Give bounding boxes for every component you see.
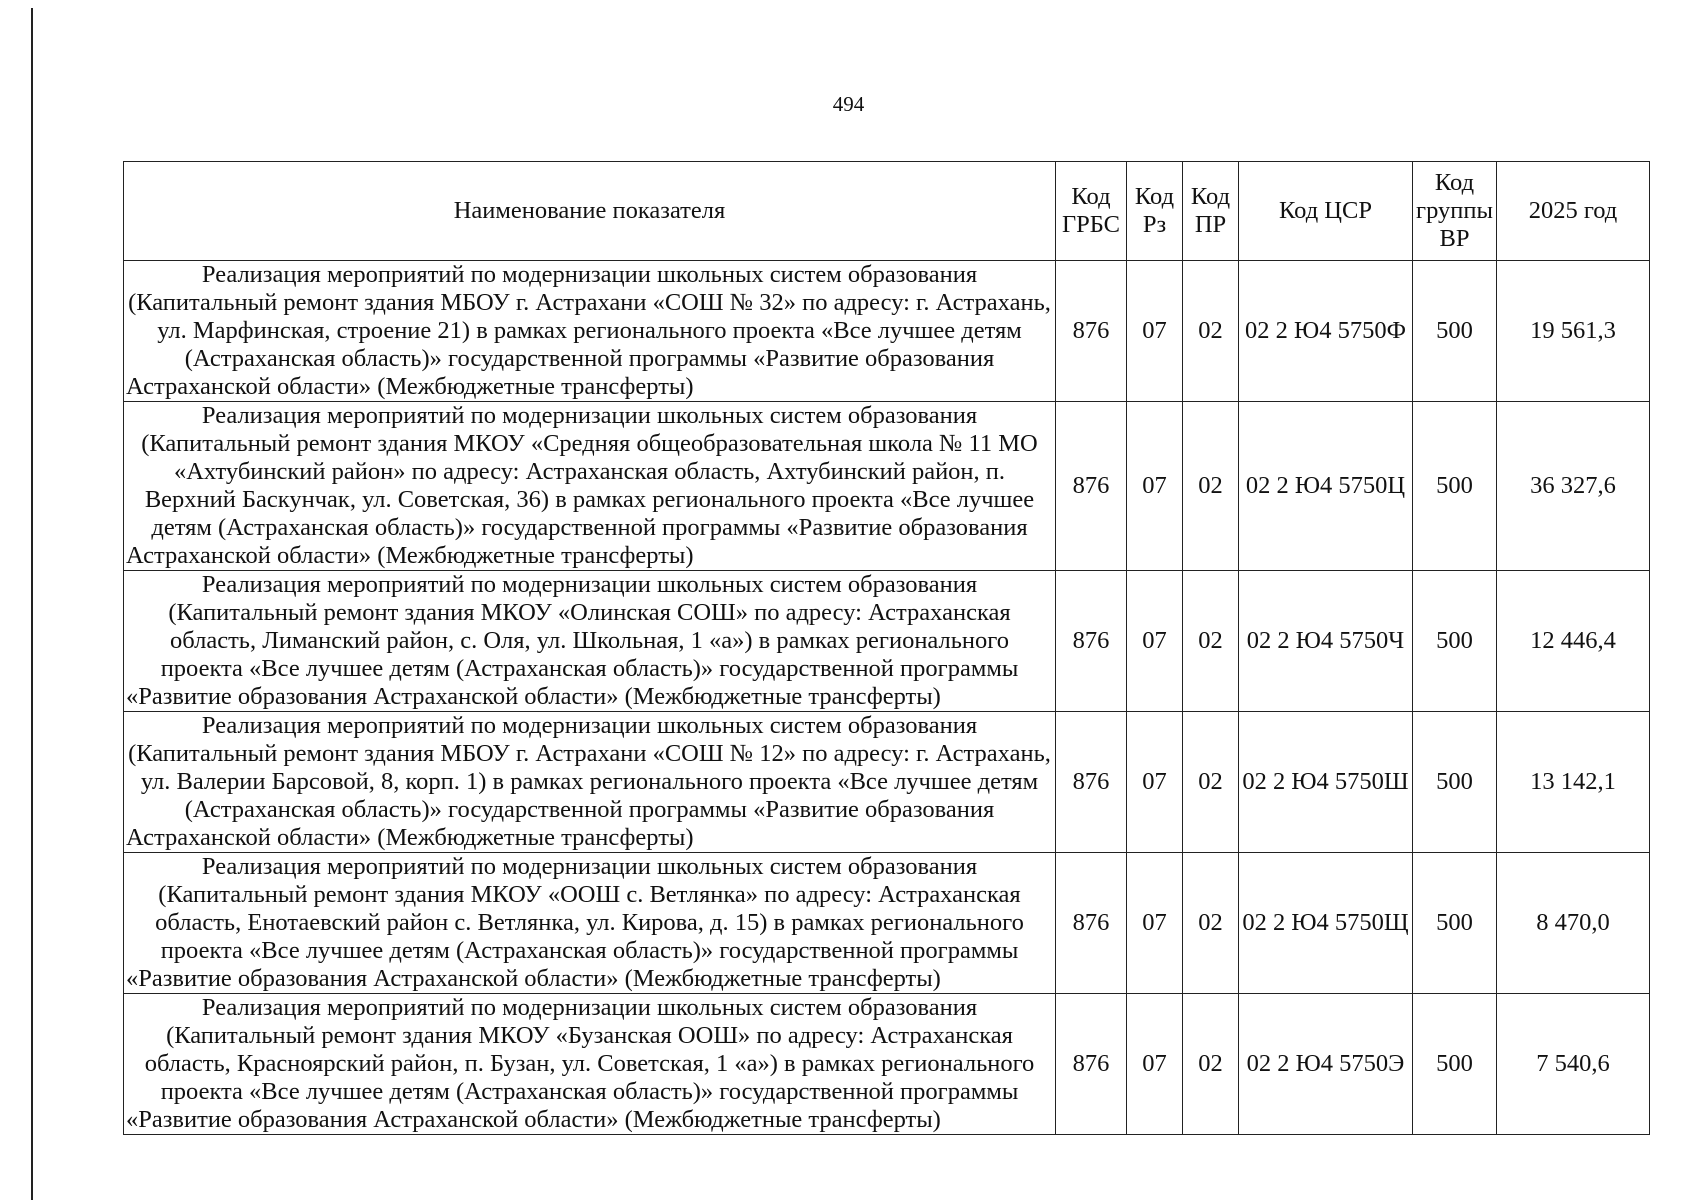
left-margin-line bbox=[31, 8, 33, 1200]
row-name: Реализация мероприятий по модернизации школьных систем образования (Капитальный ремонт здания МКОУ «Бузанская ООШ» по адресу: Астраханская область, Красноярский район, п. Бузан, ул. Советская, 1 «а») в рамках регионального проекта «Все лучшее детям (Астраханская область)» государственной программы «Развитие образования Астраханской области» (Межбюджетные трансферты) bbox=[124, 994, 1056, 1135]
row-amount: 36 327,6 bbox=[1497, 402, 1650, 571]
row-vr: 500 bbox=[1413, 571, 1497, 712]
row-name: Реализация мероприятий по модернизации школьных систем образования (Капитальный ремонт здания МБОУ г. Астрахани «СОШ № 32» по адресу: г. Астрахань, ул. Марфинская, строение 21) в рамках регионального проекта «Все лучшее детям (Астраханская область)» государственной программы «Развитие образования Астраханской области» (Межбюджетные трансферты) bbox=[124, 261, 1056, 402]
row-csr: 02 2 Ю4 5750Ц bbox=[1239, 402, 1413, 571]
row-name: Реализация мероприятий по модернизации школьных систем образования (Капитальный ремонт здания МКОУ «ООШ с. Ветлянка» по адресу: Астраханская область, Енотаевский район с. Ветлянка, ул. Кирова, д. 15) в рамках регионального проекта «Все лучшее детям (Астраханская область)» государственной программы «Развитие образования Астраханской области» (Межбюджетные трансферты) bbox=[124, 853, 1056, 994]
row-amount: 19 561,3 bbox=[1497, 261, 1650, 402]
table-row bbox=[124, 994, 1650, 1135]
row-rz: 07 bbox=[1127, 853, 1183, 994]
row-csr: 02 2 Ю4 5750Ш bbox=[1239, 712, 1413, 853]
header-grbs: Код ГРБС bbox=[1056, 162, 1127, 261]
header-name: Наименование показателя bbox=[124, 162, 1056, 261]
row-name: Реализация мероприятий по модернизации школьных систем образования (Капитальный ремонт здания МБОУ г. Астрахани «СОШ № 12» по адресу: г. Астрахань, ул. Валерии Барсовой, 8, корп. 1) в рамках регионального проекта «Все лучшее детям (Астраханская область)» государственной программы «Развитие образования Астраханской области» (Межбюджетные трансферты) bbox=[124, 712, 1056, 853]
budget-table bbox=[123, 161, 1650, 1135]
row-vr: 500 bbox=[1413, 853, 1497, 994]
row-pr: 02 bbox=[1183, 402, 1239, 571]
row-rz: 07 bbox=[1127, 402, 1183, 571]
row-rz: 07 bbox=[1127, 571, 1183, 712]
header-year: 2025 год bbox=[1497, 162, 1650, 261]
table-row bbox=[124, 571, 1650, 712]
row-csr: 02 2 Ю4 5750Щ bbox=[1239, 853, 1413, 994]
table-row bbox=[124, 402, 1650, 571]
row-pr: 02 bbox=[1183, 853, 1239, 994]
table-row bbox=[124, 853, 1650, 994]
row-amount: 8 470,0 bbox=[1497, 853, 1650, 994]
row-name: Реализация мероприятий по модернизации школьных систем образования (Капитальный ремонт здания МКОУ «Средняя общеобразовательная школа № 11 МО «Ахтубинский район» по адресу: Астраханская область, Ахтубинский район, п. Верхний Баскунчак, ул. Советская, 36) в рамках регионального проекта «Все лучшее детям (Астраханская область)» государственной программы «Развитие образования Астраханской области» (Межбюджетные трансферты) bbox=[124, 402, 1056, 571]
row-pr: 02 bbox=[1183, 261, 1239, 402]
row-grbs: 876 bbox=[1056, 853, 1127, 994]
page-number: 494 bbox=[832, 92, 865, 116]
table-row bbox=[124, 261, 1650, 402]
row-amount: 7 540,6 bbox=[1497, 994, 1650, 1135]
row-csr: 02 2 Ю4 5750Ф bbox=[1239, 261, 1413, 402]
table-row bbox=[124, 712, 1650, 853]
row-amount: 12 446,4 bbox=[1497, 571, 1650, 712]
row-name: Реализация мероприятий по модернизации школьных систем образования (Капитальный ремонт здания МКОУ «Олинская СОШ» по адресу: Астраханская область, Лиманский район, с. Оля, ул. Школьная, 1 «а») в рамках регионального проекта «Все лучшее детям (Астраханская область)» государственной программы «Развитие образования Астраханской области» (Межбюджетные трансферты) bbox=[124, 571, 1056, 712]
row-rz: 07 bbox=[1127, 994, 1183, 1135]
row-grbs: 876 bbox=[1056, 261, 1127, 402]
header-pr: Код ПР bbox=[1183, 162, 1239, 261]
row-pr: 02 bbox=[1183, 994, 1239, 1135]
header-csr: Код ЦСР bbox=[1239, 162, 1413, 261]
row-vr: 500 bbox=[1413, 712, 1497, 853]
header-vr: Код группы ВР bbox=[1413, 162, 1497, 261]
row-rz: 07 bbox=[1127, 712, 1183, 853]
row-vr: 500 bbox=[1413, 994, 1497, 1135]
row-grbs: 876 bbox=[1056, 712, 1127, 853]
row-vr: 500 bbox=[1413, 402, 1497, 571]
row-grbs: 876 bbox=[1056, 402, 1127, 571]
row-csr: 02 2 Ю4 5750Э bbox=[1239, 994, 1413, 1135]
row-rz: 07 bbox=[1127, 261, 1183, 402]
row-csr: 02 2 Ю4 5750Ч bbox=[1239, 571, 1413, 712]
row-vr: 500 bbox=[1413, 261, 1497, 402]
row-pr: 02 bbox=[1183, 712, 1239, 853]
header-rz: Код Рз bbox=[1127, 162, 1183, 261]
row-amount: 13 142,1 bbox=[1497, 712, 1650, 853]
row-grbs: 876 bbox=[1056, 994, 1127, 1135]
row-grbs: 876 bbox=[1056, 571, 1127, 712]
header-row bbox=[124, 162, 1650, 261]
row-pr: 02 bbox=[1183, 571, 1239, 712]
